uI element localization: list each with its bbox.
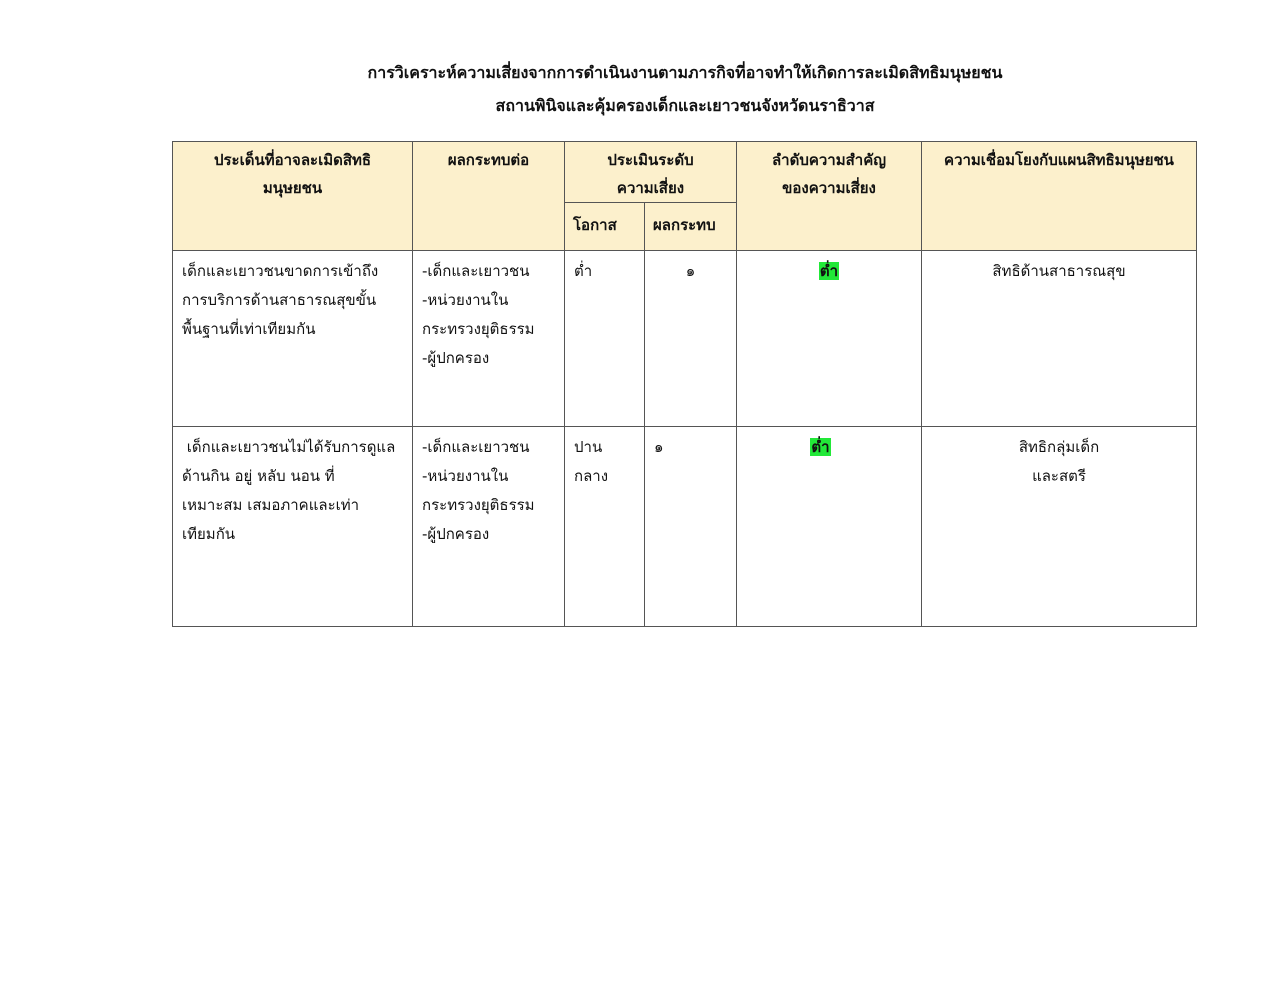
issue-line: เด็กและเยาวชนไม่ได้รับการดูแล (182, 438, 396, 456)
likelihood-value: ปาน (574, 438, 603, 456)
cell-likelihood (565, 427, 645, 627)
link-line: สิทธิกลุ่มเด็ก (1018, 438, 1100, 456)
header-issue (173, 142, 413, 251)
affected-line: -เด็กและเยาวชน (422, 438, 530, 456)
issue-line: การบริการด้านสาธารณสุขขั้น (182, 291, 377, 309)
affected-line: กระทรวงยุติธรรม (422, 496, 535, 514)
table-header-row (173, 142, 1197, 203)
header-likelihood-label: โอกาส (573, 216, 617, 234)
affected-line: -หน่วยงานใน (422, 291, 509, 309)
cell-priority (737, 251, 922, 427)
header-assessment (565, 142, 737, 203)
risk-analysis-table (172, 141, 1197, 627)
header-priority-line-1: ลำดับความสำคัญ (771, 151, 887, 169)
header-impact-on-label: ผลกระทบต่อ (447, 151, 530, 169)
cell-link (922, 251, 1197, 427)
cell-issue (173, 251, 413, 427)
header-priority-line-2: ของความเสี่ยง (782, 179, 876, 197)
header-impact-on (413, 142, 565, 251)
header-likelihood (565, 203, 645, 251)
cell-link (922, 427, 1197, 627)
issue-line: ด้านกิน อยู่ หลับ นอน ที่ (182, 467, 335, 485)
table-row (173, 427, 1197, 627)
cell-priority (737, 427, 922, 627)
header-impact (645, 203, 737, 251)
cell-impact (645, 251, 737, 427)
table-row (173, 251, 1197, 427)
header-priority (737, 142, 922, 251)
header-link-label: ความเชื่อมโยงกับแผนสิทธิมนุษยชน (944, 151, 1174, 169)
likelihood-value: กลาง (574, 467, 609, 485)
header-assessment-line-1: ประเมินระดับ (607, 151, 694, 169)
document-title-line-1: การวิเคราะห์ความเสี่ยงจากการดำเนินงานตามภารกิจที่อาจทำให้เกิดการละเมิดสิทธิมนุษยชน (367, 63, 1003, 82)
affected-line: -ผู้ปกครอง (422, 525, 490, 543)
header-link (922, 142, 1197, 251)
issue-line: เด็กและเยาวชนขาดการเข้าถึง (182, 262, 379, 280)
affected-line: -เด็กและเยาวชน (422, 262, 530, 280)
link-line: สิทธิด้านสาธารณสุข (992, 262, 1126, 280)
likelihood-value: ต่ำ (574, 262, 593, 280)
document-title-line-2: สถานพินิจและคุ้มครองเด็กและเยาวชนจังหวัดนราธิวาส (495, 96, 875, 115)
issue-line: พื้นฐานที่เท่าเทียมกัน (182, 320, 316, 338)
header-assessment-line-2: ความเสี่ยง (616, 179, 685, 197)
priority-highlight: ต่ำ (811, 438, 830, 456)
link-line: และสตรี (1032, 467, 1086, 485)
cell-affected (413, 251, 565, 427)
impact-value: ๑ (654, 438, 664, 456)
header-issue-line-2: มนุษยชน (262, 179, 323, 197)
affected-line: -ผู้ปกครอง (422, 349, 490, 367)
header-impact-label: ผลกระทบ (653, 216, 716, 234)
cell-affected (413, 427, 565, 627)
header-issue-line-1: ประเด็นที่อาจละเมิดสิทธิ (213, 151, 372, 169)
cell-issue (173, 427, 413, 627)
affected-line: -หน่วยงานใน (422, 467, 509, 485)
impact-value: ๑ (685, 262, 696, 280)
affected-line: กระทรวงยุติธรรม (422, 320, 535, 338)
priority-highlight: ต่ำ (819, 262, 839, 280)
cell-likelihood (565, 251, 645, 427)
issue-line: เหมาะสม เสมอภาคและเท่า (182, 496, 360, 514)
issue-line: เทียมกัน (182, 525, 236, 543)
cell-impact (645, 427, 737, 627)
